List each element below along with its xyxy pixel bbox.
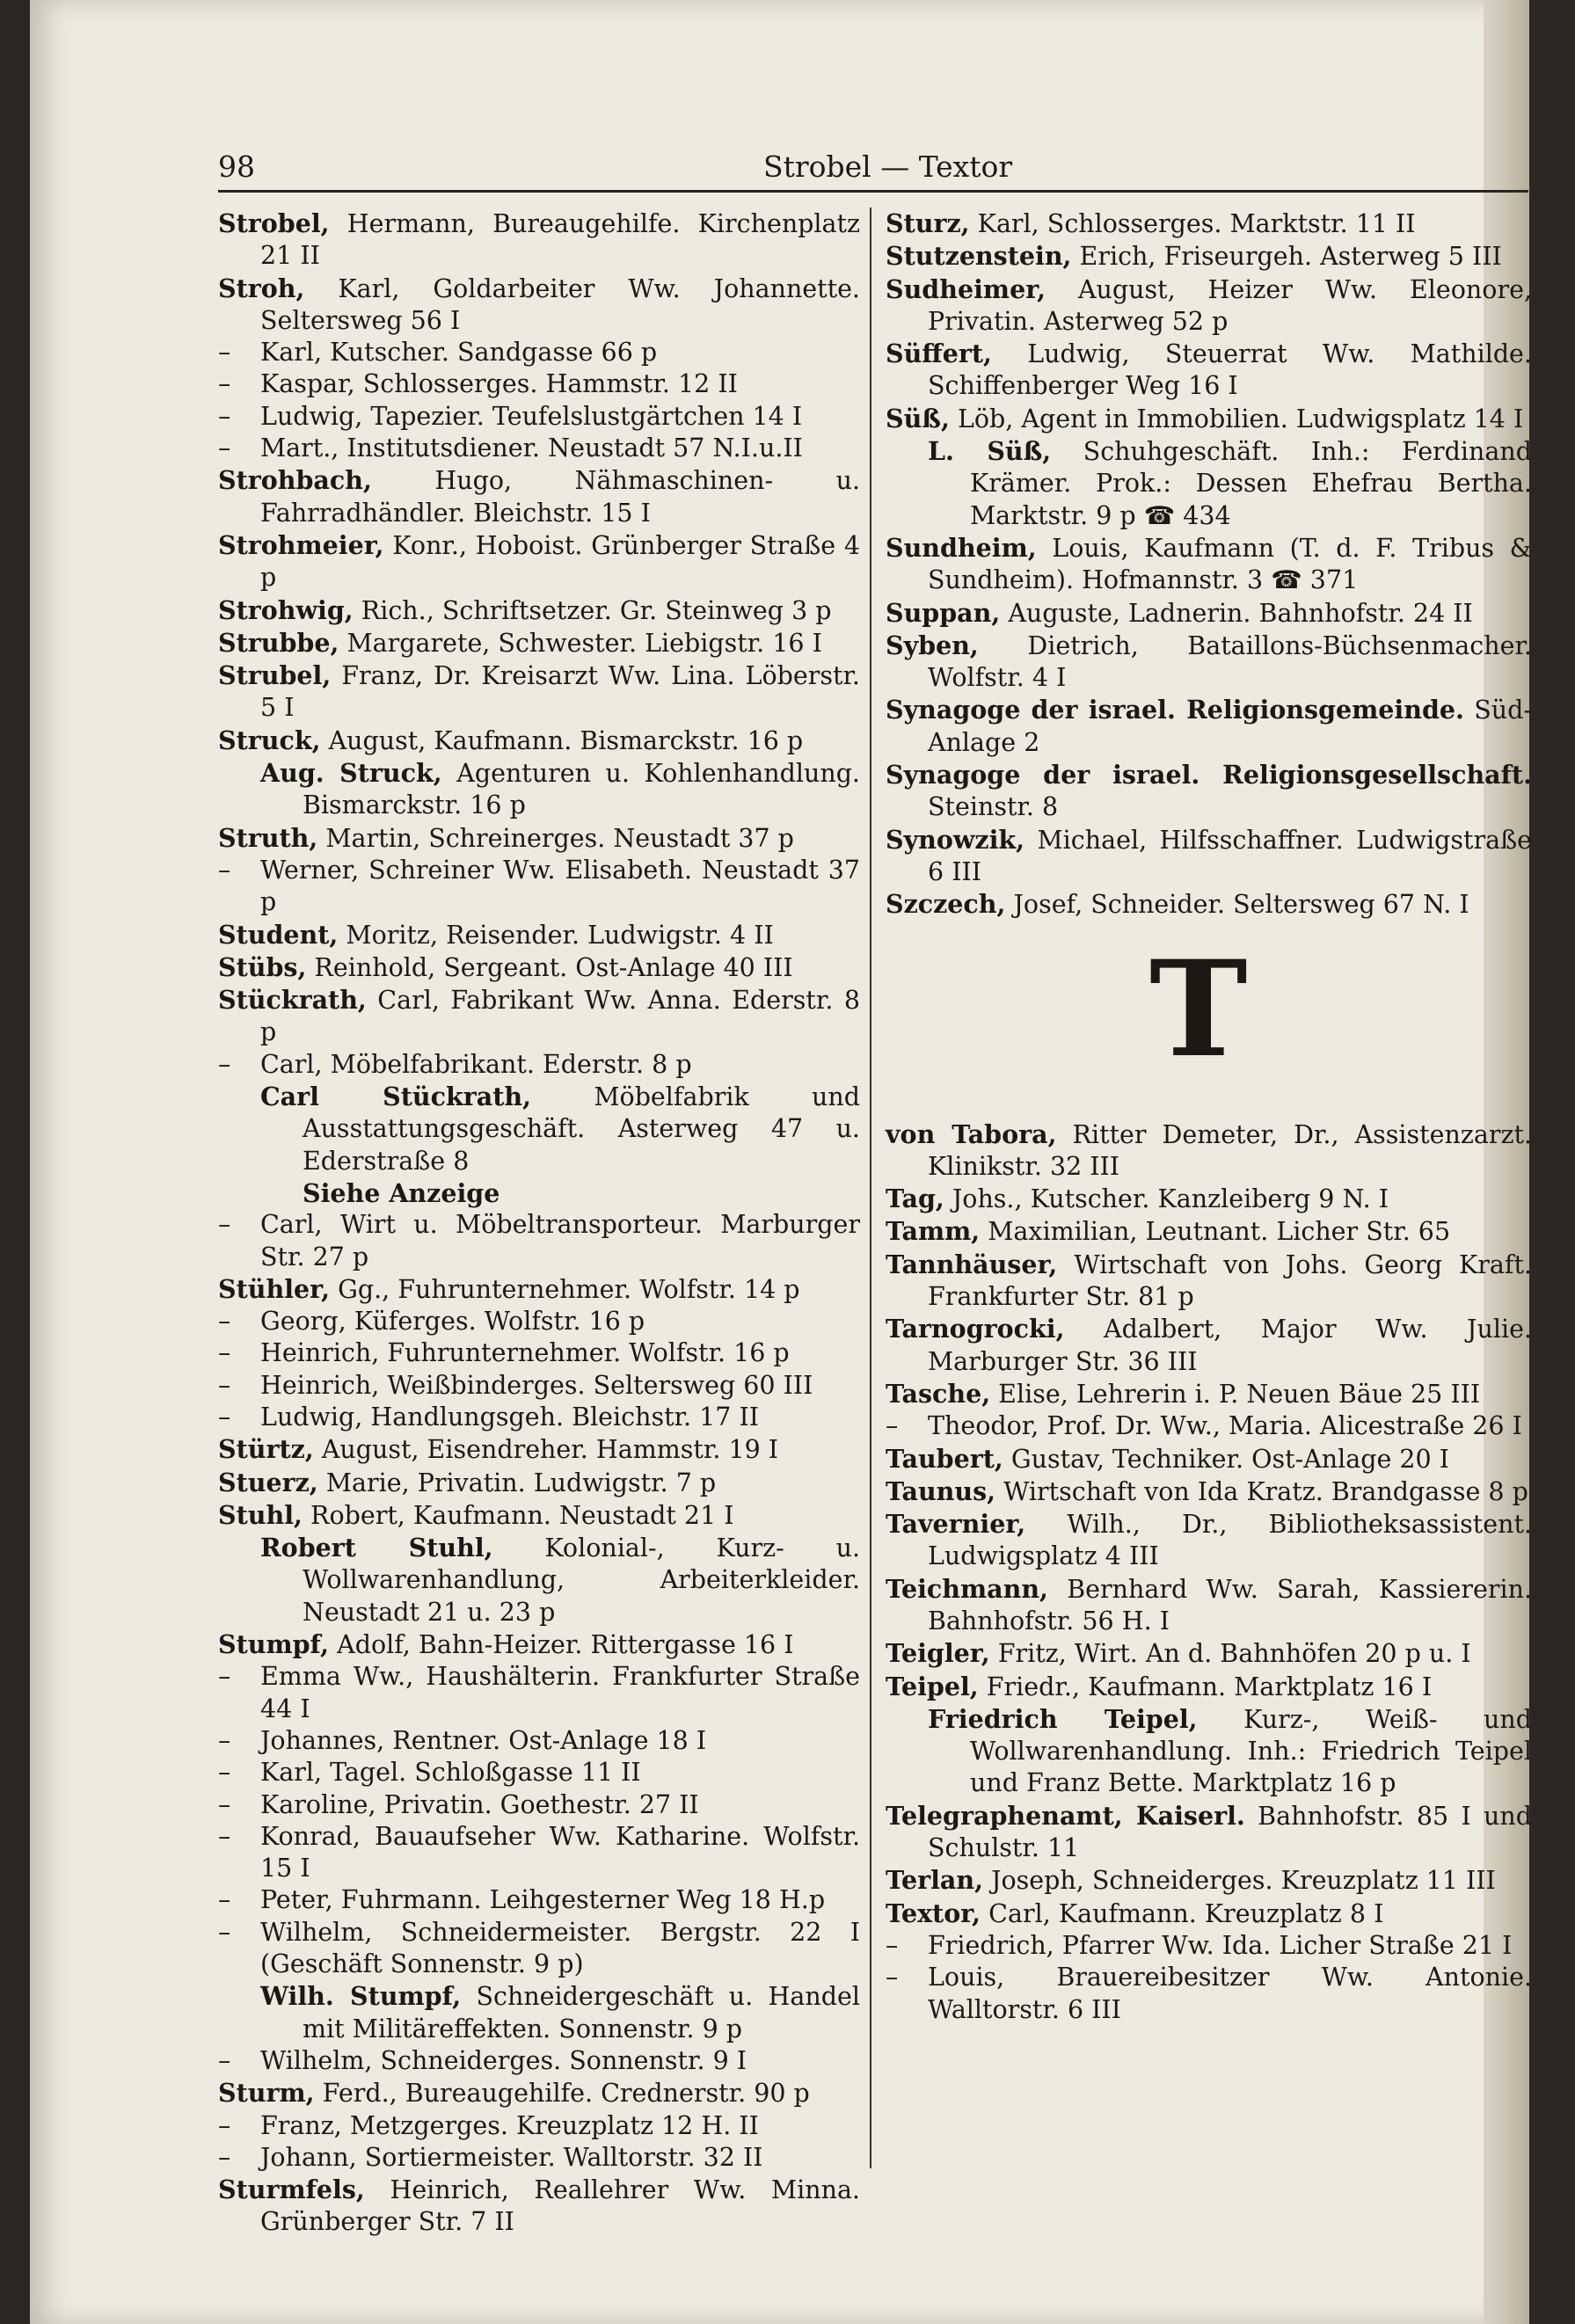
entry-details: Fritz, Wirt. An d. Bahnhöfen 20 p u. I [989, 1639, 1471, 1669]
entry-details: Löb, Agent in Immobilien. Ludwigsplatz 14 I [949, 404, 1524, 433]
right-column [886, 208, 1532, 2026]
entry-details: Ludwig, Handlungsgeh. Bleichstr. 17 II [260, 1402, 760, 1432]
entry-name: Teichmann, [886, 1573, 1048, 1604]
entry-name: Stroh, [218, 273, 305, 303]
directory-entry [886, 1249, 1532, 1314]
entry-details: Reinhold, Sergeant. Ost-Anlage 40 III [306, 952, 793, 982]
entry-dash: – [218, 1370, 231, 1400]
entry-name: Telegraphenamt, Kaiserl. [886, 1800, 1245, 1831]
directory-entry [218, 1661, 860, 1725]
entry-name: von Tabora, [886, 1118, 1057, 1149]
entry-details: Friedr., Kaufmann. Marktplatz 16 I [978, 1672, 1433, 1701]
entry-details: Emma Ww., Haushälterin. Frankfurter Straße 44 I [260, 1662, 860, 1723]
entry-dash: – [218, 1210, 231, 1240]
directory-entry [218, 208, 860, 273]
entry-details: Wilhelm, Schneiderges. Sonnenstr. 9 I [260, 2045, 747, 2075]
entry-dash: – [218, 2110, 231, 2140]
directory-entry [886, 1898, 1532, 1930]
directory-entry [218, 1499, 860, 1532]
directory-entry [218, 1402, 860, 1433]
directory-entry [886, 1313, 1532, 1378]
entry-details: Karoline, Privatin. Goethestr. 27 II [260, 1789, 699, 1819]
entry-details: Marie, Privatin. Ludwigstr. 7 p [317, 1468, 717, 1497]
entry-details: August, Kaufmann. Bismarckstr. 16 p [320, 725, 804, 755]
entry-name: Student, [218, 919, 339, 950]
left-column [218, 208, 860, 2239]
directory-entry [886, 1671, 1532, 1703]
page-number: 98 [218, 149, 255, 184]
entry-dash: – [218, 1885, 231, 1915]
directory-entry [886, 694, 1532, 759]
entry-name: Strobel, [218, 208, 330, 238]
entry-dash: – [886, 1411, 899, 1441]
entry-details: Kaspar, Schlosserges. Hammstr. 12 II [260, 369, 738, 399]
directory-entry [886, 1443, 1532, 1475]
directory-entry [886, 208, 1532, 240]
entry-name: Tasche, [886, 1378, 991, 1409]
entry-details: Friedrich, Pfarrer Ww. Ida. Licher Straße 21 I [928, 1930, 1513, 1960]
directory-entry [218, 1980, 860, 2045]
entry-details: Wilhelm, Schneidermeister. Bergstr. 22 I (Geschäft Sonnenstr. 9 p) [260, 1917, 860, 1979]
entry-details: Robert, Kaufmann. Neustadt 21 I [302, 1500, 734, 1530]
entry-name: Friedrich Teipel, [928, 1703, 1198, 1734]
directory-entry [218, 2077, 860, 2109]
entry-name: Szczech, [886, 889, 1006, 920]
entry-details: Peter, Fuhrmann. Leihgesterner Weg 18 H.p [260, 1885, 826, 1915]
directory-entry [218, 1884, 860, 1916]
entry-dash: – [218, 401, 231, 431]
entry-name: Synagoge der israel. Religionsgemeinde. [886, 695, 1464, 725]
entry-name: Stuerz, [218, 1467, 318, 1497]
entry-details: Kurz-, Weiß- und Wollwarenhandlung. Inh.: Friedrich Teipel und Franz Bette. Marktplatz 16 p [970, 1704, 1532, 1798]
entry-details: Franz, Metzgerges. Kreuzplatz 12 H. II [260, 2110, 759, 2140]
entry-details: Carl, Kaufmann. Kreuzplatz 8 I [981, 1898, 1384, 1928]
directory-entry [218, 822, 860, 855]
directory-entry [218, 1821, 860, 1885]
entry-dash: – [218, 1758, 231, 1788]
entry-details: Johann, Sortiermeister. Walltorstr. 32 II [260, 2142, 763, 2172]
entry-details: Johannes, Rentner. Ost-Anlage 18 I [260, 1725, 707, 1755]
entry-details: Karl, Schlosserges. Marktstr. 11 II [969, 209, 1416, 238]
header-rule [218, 190, 1528, 193]
entry-details: Kolonial-, Kurz- u. Wollwarenhandlung, Arbeiterkleider. Neustadt 21 u. 23 p [303, 1534, 861, 1627]
column-divider [870, 208, 871, 2168]
entry-name: Teipel, [886, 1671, 979, 1701]
entry-details: Karl, Tagel. Schloßgasse 11 II [260, 1758, 641, 1788]
entry-details: Louis, Kaufmann (T. d. F. Tribus & Sundheim). Hofmannstr. 3 ☎ 371 [928, 533, 1532, 595]
entry-name: Synagoge der israel. Religionsgesellschaft. [886, 760, 1532, 790]
entry-dash: – [218, 369, 231, 399]
entry-details: August, Eisendreher. Hammstr. 19 I [313, 1435, 779, 1465]
entry-details: Elise, Lehrerin i. P. Neuen Bäue 25 III [990, 1379, 1481, 1409]
entry-details: Bahnhofstr. 85 I und Schulstr. 11 [928, 1801, 1532, 1863]
directory-entry [886, 435, 1532, 532]
entry-name: Strohmeier, [218, 529, 384, 560]
entry-dash: – [218, 1049, 231, 1079]
directory-entry [886, 338, 1532, 403]
directory-entry [886, 403, 1532, 435]
entry-details: Mart., Institutsdiener. Neustadt 57 N.I.u.II [260, 433, 803, 463]
directory-entry [218, 984, 860, 1049]
directory-page [30, 0, 1532, 2324]
entry-details: Moritz, Reisender. Ludwigstr. 4 II [338, 920, 774, 950]
entry-details: Dietrich, Bataillons-Büchsenmacher. Wolfstr. 4 I [928, 630, 1532, 693]
directory-entry [218, 2174, 860, 2239]
directory-entry [886, 240, 1532, 273]
entry-details: Gg., Fuhrunternehmer. Wolfstr. 14 p [330, 1274, 800, 1304]
directory-entry [886, 1183, 1532, 1215]
directory-entry [218, 1306, 860, 1337]
entry-name: Carl Stückrath, [260, 1082, 532, 1112]
see-advertisement-note: Siehe Anzeige [303, 1177, 500, 1208]
entry-details: Heinrich, Reallehrer Ww. Minna. Grünberger Str. 7 II [260, 2175, 860, 2237]
entry-details: Johs., Kutscher. Kanzleiberg 9 N. I [944, 1184, 1389, 1214]
entry-details: Süd-Anlage 2 [928, 696, 1532, 757]
directory-entry [886, 273, 1532, 339]
entry-name: Strohbach, [218, 465, 372, 496]
entry-details: Karl, Goldarbeiter Ww. Johannette. Seltersweg 56 I [260, 273, 860, 335]
directory-entry [218, 1049, 860, 1081]
entry-details: Wirtschaft von Ida Kratz. Brandgasse 8 p [995, 1476, 1528, 1506]
entry-name: Süffert, [886, 339, 992, 369]
entry-details: Ludwig, Tapezier. Teufelslustgärtchen 14 I [260, 401, 803, 431]
entry-dash: – [218, 1917, 231, 1947]
directory-entry [886, 1508, 1532, 1573]
entry-name: Stückrath, [218, 985, 367, 1016]
entry-name: Sundheim, [886, 532, 1037, 563]
directory-entry [886, 888, 1532, 921]
entry-details: Adalbert, Major Ww. Julie. Marburger Str. 36 III [928, 1315, 1532, 1376]
directory-entry [218, 401, 860, 433]
entry-name: Suppan, [886, 597, 1001, 628]
entry-dash: – [218, 1402, 231, 1432]
directory-entry [218, 2110, 860, 2142]
directory-entry [886, 1410, 1532, 1442]
entry-dash: – [218, 1338, 231, 1368]
entry-name: Terlan, [886, 1865, 984, 1896]
entry-name: Sudheimer, [886, 273, 1046, 304]
entry-details: Hugo, Nähmaschinen- u. Fahrradhändler. Bleichstr. 15 I [260, 466, 860, 528]
entry-name: Textor, [886, 1898, 981, 1928]
directory-entry [886, 1475, 1532, 1508]
entry-dash: – [218, 1821, 231, 1851]
entry-name: Taubert, [886, 1443, 1003, 1474]
entry-dash: – [218, 1307, 231, 1337]
directory-entry [886, 1703, 1532, 1800]
entry-details: Wirtschaft von Johs. Georg Kraft. Frankfurter Str. 81 p [928, 1249, 1532, 1312]
entry-dash: – [218, 2142, 231, 2172]
directory-entry [218, 1337, 860, 1369]
entry-dash: – [886, 1930, 899, 1960]
entry-details: Josef, Schneider. Seltersweg 67 N. I [1005, 890, 1469, 920]
entry-details: Louis, Brauereibesitzer Ww. Antonie. Walltorstr. 6 III [928, 1963, 1532, 2024]
entry-name: Taunus, [886, 1475, 996, 1506]
entry-details: Bernhard Ww. Sarah, Kassiererin. Bahnhofstr. 56 H. I [928, 1574, 1532, 1636]
section-letter-block [886, 922, 1532, 1118]
entry-details: August, Heizer Ww. Eleonore, Privatin. Asterweg 52 p [928, 274, 1532, 336]
entry-details: Heinrich, Fuhrunternehmer. Wolfstr. 16 p [260, 1338, 790, 1368]
directory-entry [886, 1962, 1532, 2026]
directory-entry [886, 1573, 1532, 1638]
entry-details: Adolf, Bahn-Heizer. Rittergasse 16 I [329, 1630, 794, 1660]
entry-details: Ferd., Bureaugehilfe. Crednerstr. 90 p [314, 2079, 810, 2109]
entry-details: Steinstr. 8 [928, 792, 1059, 822]
directory-entry [218, 464, 860, 529]
directory-entry [218, 919, 860, 951]
directory-entry [218, 1725, 860, 1757]
entry-name: Teigler, [886, 1638, 990, 1669]
directory-entry [218, 725, 860, 757]
entry-name: Strubel, [218, 660, 332, 691]
entry-details: Karl, Kutscher. Sandgasse 66 p [260, 338, 658, 368]
entry-name: Stuhl, [218, 1499, 303, 1530]
directory-entry [886, 597, 1532, 630]
entry-details: Agenturen u. Kohlenhandlung. Bismarckstr. 16 p [303, 759, 860, 820]
entry-name: Aug. Struck, [260, 758, 442, 789]
directory-entry [218, 951, 860, 984]
entry-dash: – [218, 1789, 231, 1819]
entry-name: Stühler, [218, 1273, 331, 1304]
entry-name: Tag, [886, 1184, 944, 1214]
page-header [218, 149, 1528, 193]
entry-name: Strubbe, [218, 627, 339, 658]
entry-name: Tamm, [886, 1216, 981, 1247]
directory-entry [218, 1789, 860, 1821]
entry-name: Wilh. Stumpf, [260, 1981, 462, 2012]
directory-entry [886, 1378, 1532, 1410]
entry-name: Sturm, [218, 2078, 315, 2109]
entry-name: Stumpf, [218, 1629, 330, 1660]
entry-name: Sturmfels, [218, 2175, 365, 2205]
entry-name: Struth, [218, 822, 318, 853]
entry-name: Stürtz, [218, 1434, 314, 1465]
entry-details: Franz, Dr. Kreisarzt Ww. Lina. Löberstr. 5 I [260, 661, 860, 723]
entry-details: Rich., Schriftsetzer. Gr. Steinweg 3 p [353, 595, 832, 625]
entry-name: Synowzik, [886, 824, 1025, 855]
entry-details: Maximilian, Leutnant. Licher Str. 65 [980, 1217, 1451, 1247]
entry-details: Konrad, Bauaufseher Ww. Katharine. Wolfstr. 15 I [260, 1821, 860, 1883]
entry-details: Konr., Hoboist. Grünberger Straße 4 p [260, 530, 860, 593]
entry-name: Sturz, [886, 208, 970, 238]
directory-entry [218, 337, 860, 368]
entry-dash: – [886, 1963, 899, 1993]
directory-entry [218, 594, 860, 627]
entry-dash: – [218, 855, 231, 885]
entry-name: Stutzenstein, [886, 241, 1072, 272]
directory-entry [886, 759, 1532, 824]
directory-entry [886, 824, 1532, 889]
entry-details: Ludwig, Steuerrat Ww. Mathilde. Schiffenberger Weg 16 I [928, 339, 1532, 401]
entry-details: Schneidergeschäft u. Handel mit Militäreffekten. Sonnenstr. 9 p [303, 1982, 860, 2044]
directory-entry [218, 1370, 860, 1402]
entry-name: Tannhäuser, [886, 1249, 1058, 1279]
directory-entry [218, 659, 860, 725]
directory-entry [218, 1917, 860, 1981]
directory-entry [886, 1800, 1532, 1865]
entry-details: Hermann, Bureaugehilfe. Kirchenplatz 21 II [260, 209, 860, 271]
entry-details: Gustav, Techniker. Ost-Anlage 20 I [1003, 1444, 1449, 1474]
entry-details: Joseph, Schneiderges. Kreuzplatz 11 III [983, 1866, 1496, 1896]
entry-details: Erich, Friseurgeh. Asterweg 5 III [1071, 242, 1502, 272]
entry-name: Tavernier, [886, 1509, 1026, 1540]
entry-name: Syben, [886, 630, 979, 660]
directory-entry [886, 1118, 1532, 1184]
entry-details: Michael, Hilfsschaffner. Ludwigstraße 6 III [928, 825, 1532, 886]
directory-entry [218, 273, 860, 338]
entry-details: Georg, Küferges. Wolfstr. 16 p [260, 1307, 645, 1337]
entry-dash: – [218, 433, 231, 463]
directory-entry [218, 1081, 860, 1209]
entry-name: L. Süß, [928, 436, 1052, 467]
entry-details: Auguste, Ladnerin. Bahnhofstr. 24 II [1000, 598, 1473, 628]
directory-entry [218, 1467, 860, 1499]
entry-dash: – [218, 1725, 231, 1755]
directory-entry [218, 433, 860, 464]
entry-dash: – [218, 2045, 231, 2075]
entry-name: Strohwig, [218, 594, 354, 625]
directory-entry [218, 1757, 860, 1789]
directory-entry [218, 2142, 860, 2174]
entry-name: Tarnogrocki, [886, 1314, 1065, 1344]
directory-entry [218, 2045, 860, 2077]
entry-details: Werner, Schreiner Ww. Elisabeth. Neustadt 37 p [260, 855, 860, 917]
directory-entry [218, 1532, 860, 1628]
directory-entry [886, 1215, 1532, 1248]
entry-details: Heinrich, Weißbinderges. Seltersweg 60 III [260, 1370, 813, 1400]
directory-entry [886, 1930, 1532, 1962]
entry-details: Carl, Fabrikant Ww. Anna. Ederstr. 8 p [260, 986, 860, 1047]
entry-details: Margarete, Schwester. Liebigstr. 16 I [339, 628, 822, 658]
entry-details: Möbelfabrik und Ausstattungsgeschäft. Asterweg 47 u. Ederstraße 8 [303, 1082, 860, 1176]
entry-details: Ritter Demeter, Dr., Assistenzarzt. Klinikstr. 32 III [928, 1119, 1532, 1181]
directory-entry [218, 627, 860, 659]
directory-entry [218, 1273, 860, 1306]
section-letter: T [1149, 931, 1248, 1087]
entry-details: Theodor, Prof. Dr. Ww., Maria. Alicestraße 26 I [928, 1411, 1522, 1441]
entry-dash: – [218, 1662, 231, 1692]
entry-details: Wilh., Dr., Bibliotheksassistent. Ludwigsplatz 4 III [928, 1510, 1532, 1571]
directory-entry [886, 532, 1532, 597]
entry-name: Süß, [886, 403, 950, 433]
directory-entry [218, 529, 860, 594]
right-column-bottom [886, 1118, 1532, 2026]
page-range-title: Strobel — Textor [763, 149, 1013, 184]
directory-entry [218, 1209, 860, 1273]
entry-dash: – [218, 338, 231, 368]
entry-details: Carl, Wirt u. Möbeltransporteur. Marburger Str. 27 p [260, 1210, 860, 1271]
entry-details: Schuhgeschäft. Inh.: Ferdinand Krämer. Prok.: Dessen Ehefrau Bertha. Marktstr. 9 p ☎ 434 [970, 437, 1532, 530]
directory-entry [218, 368, 860, 400]
directory-entry [218, 855, 860, 919]
directory-entry [218, 1628, 860, 1661]
directory-entry [886, 1864, 1532, 1897]
entry-details: Martin, Schreinerges. Neustadt 37 p [317, 823, 794, 853]
directory-entry [218, 1433, 860, 1466]
entry-name: Robert Stuhl, [260, 1533, 493, 1563]
directory-entry [886, 630, 1532, 695]
directory-entry [886, 1637, 1532, 1670]
entry-details: Carl, Möbelfabrikant. Ederstr. 8 p [260, 1049, 692, 1079]
directory-entry [218, 757, 860, 822]
entry-name: Struck, [218, 725, 321, 755]
right-column-top [886, 208, 1532, 922]
entry-name: Stübs, [218, 951, 307, 982]
